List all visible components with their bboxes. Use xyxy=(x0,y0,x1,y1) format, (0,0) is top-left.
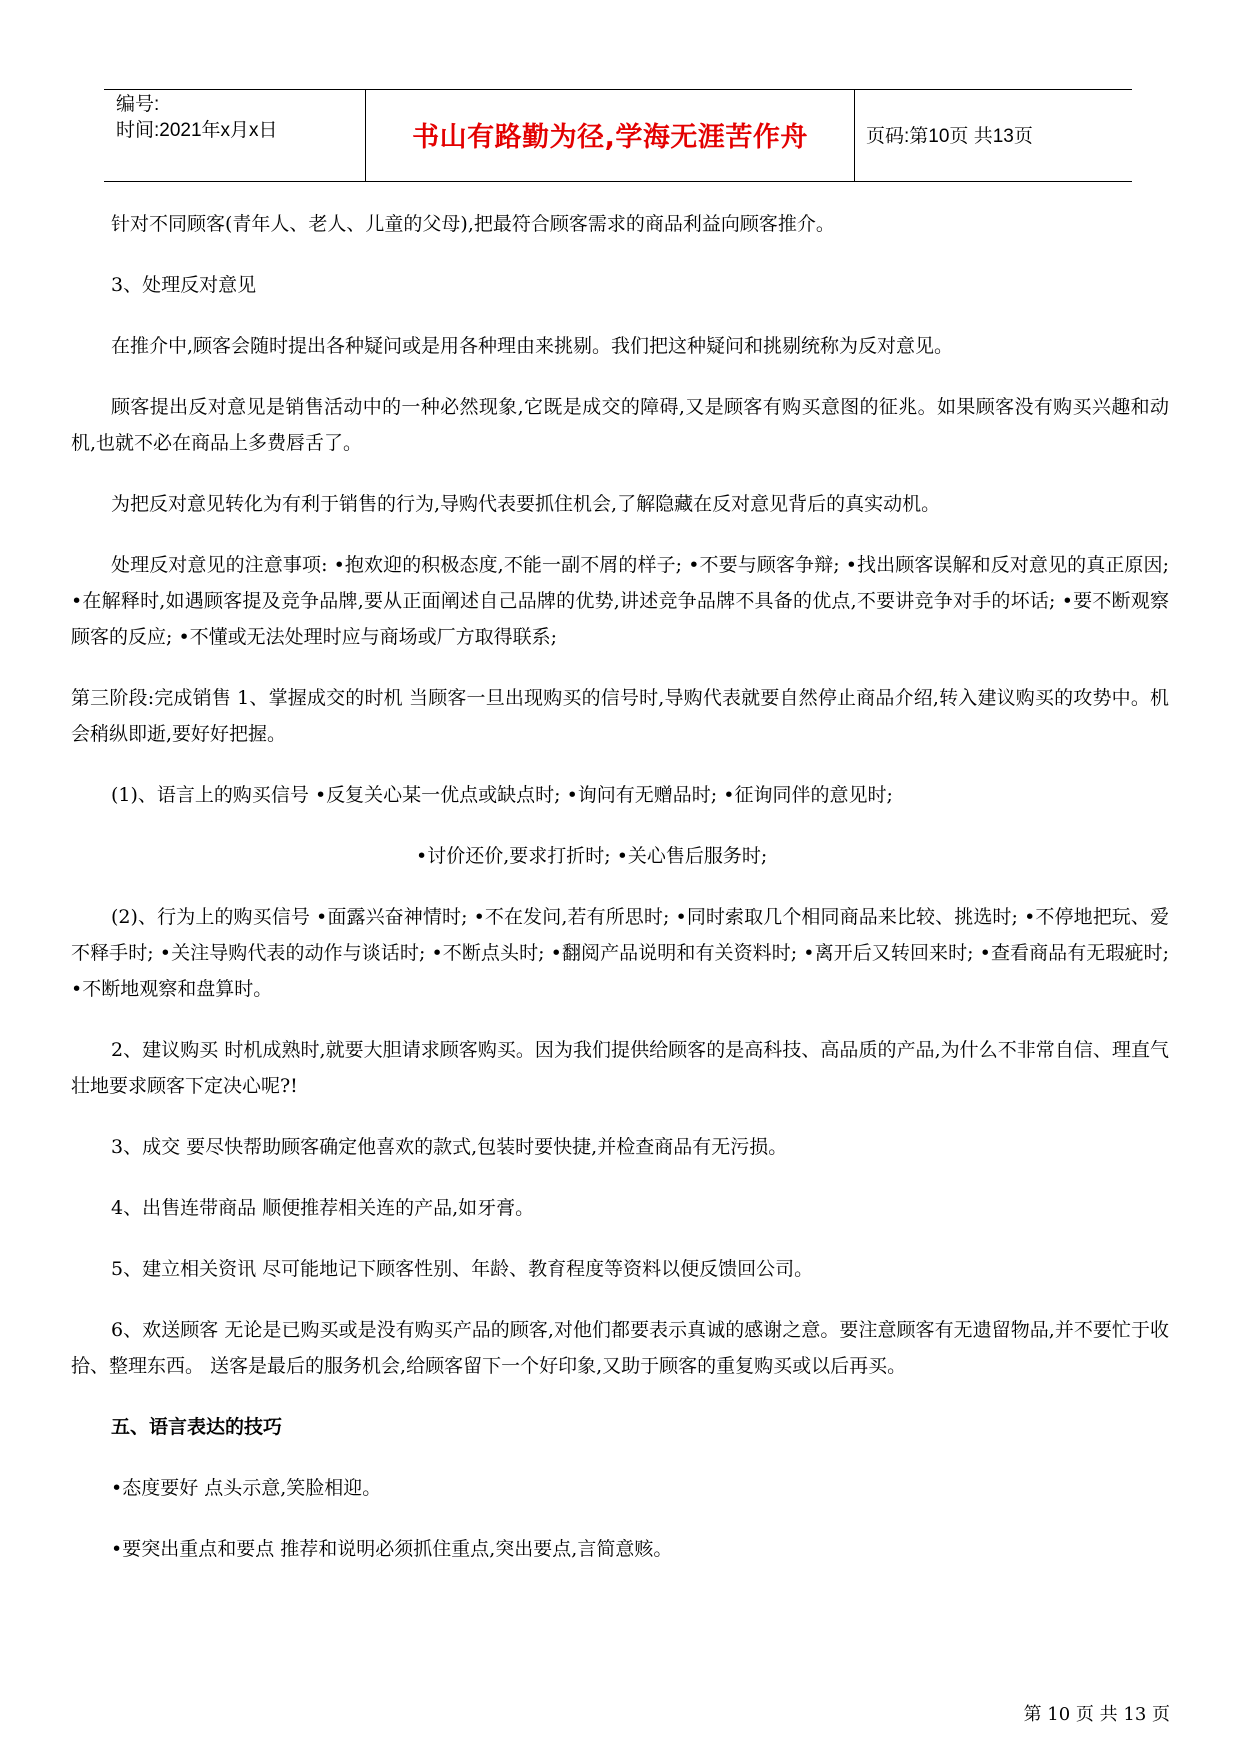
paragraph: 针对不同顾客(青年人、老人、儿童的父母),把最符合顾客需求的商品利益向顾客推介。 xyxy=(111,213,835,235)
header-page-label: 页码:第10页 共13页 xyxy=(866,126,1033,147)
header-bottom-rule xyxy=(104,181,1132,182)
paragraph: 处理反对意见的注意事项: •抱欢迎的积极态度,不能一副不屑的样子; •不要与顾客争辩; •找出顾客误解和反对意见的真正原因; •在解释时,如遇顾客提及竞争品牌,要从正面阐述自己品牌的优势,讲述竞争品牌不具备的优点,不要讲竞争对手的坏话; •要不断观察顾客的反应; •不懂或无法处理时应与商场或厂方取得联系; xyxy=(71,554,1169,648)
paragraph: 在推介中,顾客会随时提出各种疑问或是用各种理由来挑剔。我们把这种疑问和挑剔统称为反对意见。 xyxy=(111,335,954,357)
paragraph: 5、建立相关资讯 尽可能地记下顾客性别、年龄、教育程度等资料以便反馈回公司。 xyxy=(111,1258,814,1280)
header-top-rule xyxy=(104,89,1132,90)
paragraph: (1)、语言上的购买信号 •反复关心某一优点或缺点时; •询问有无赠品时; •征询同伴的意见时; xyxy=(111,784,893,806)
bullet-item: •态度要好 点头示意,笑脸相迎。 xyxy=(111,1477,382,1499)
paragraph: (2)、行为上的购买信号 •面露兴奋神情时; •不在发问,若有所思时; •同时索取几个相同商品来比较、挑选时; •不停地把玩、爱不释手时; •关注导购代表的动作与谈话时; •不断点头时; •翻阅产品说明和有关资料时; •离开后又转回来时; •查看商品有无瑕疵时; •不断地观察和盘算时。 xyxy=(71,906,1169,1000)
paragraph: 4、出售连带商品 顺便推荐相关连的产品,如牙膏。 xyxy=(111,1197,535,1219)
doc-number-label: 编号: xyxy=(116,94,160,115)
section-heading: 五、语言表达的技巧 xyxy=(111,1416,283,1438)
doc-time-label: 时间:2021年x月x日 xyxy=(116,120,278,141)
paragraph: 为把反对意见转化为有利于销售的行为,导购代表要抓住机会,了解隐藏在反对意见背后的真实动机。 xyxy=(111,493,941,515)
header-divider-right xyxy=(854,89,855,182)
header-meta xyxy=(116,92,278,144)
page-footer: 第 10 页 共 13 页 xyxy=(1023,1704,1170,1725)
paragraph: •讨价还价,要求打折时; •关心售后服务时; xyxy=(416,845,768,867)
paragraph: 3、成交 要尽快帮助顾客确定他喜欢的款式,包装时要快捷,并检查商品有无污损。 xyxy=(111,1136,788,1158)
document-body xyxy=(71,206,1169,1592)
paragraph: 第三阶段:完成销售 1、掌握成交的时机 当顾客一旦出现购买的信号时,导购代表就要自然停止商品介绍,转入建议购买的攻势中。机会稍纵即逝,要好好把握。 xyxy=(71,687,1169,745)
section-heading: 3、处理反对意见 xyxy=(111,274,257,296)
bullet-item: •要突出重点和要点 推荐和说明必须抓住重点,突出要点,言简意赅。 xyxy=(111,1538,673,1560)
header-motto: 书山有路勤为径,学海无涯苦作舟 xyxy=(412,122,808,153)
paragraph: 6、欢送顾客 无论是已购买或是没有购买产品的顾客,对他们都要表示真诚的感谢之意。要注意顾客有无遗留物品,并不要忙于收拾、整理东西。 送客是最后的服务机会,给顾客留下一个好印象,又助于顾客的重复购买或以后再买。 xyxy=(71,1319,1169,1377)
page-header xyxy=(104,89,1132,182)
paragraph: 顾客提出反对意见是销售活动中的一种必然现象,它既是成交的障碍,又是顾客有购买意图的征兆。如果顾客没有购买兴趣和动机,也就不必在商品上多费唇舌了。 xyxy=(71,396,1169,454)
paragraph: 2、建议购买 时机成熟时,就要大胆请求顾客购买。因为我们提供给顾客的是高科技、高品质的产品,为什么不非常自信、理直气壮地要求顾客下定决心呢?! xyxy=(71,1039,1169,1097)
